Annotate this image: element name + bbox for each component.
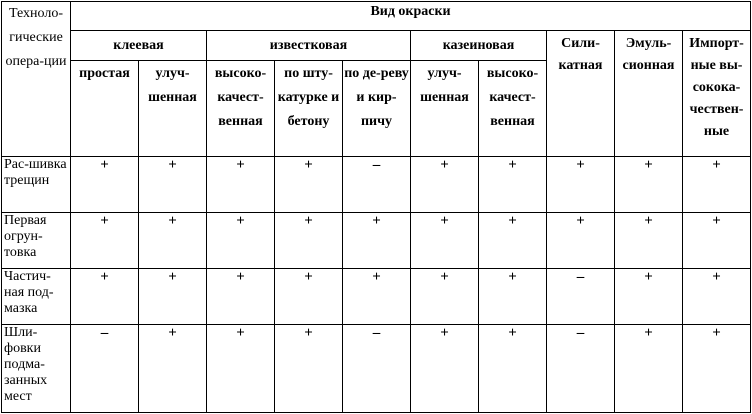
mark-cell: +	[275, 269, 343, 325]
mark-cell: +	[547, 157, 615, 213]
mark-cell: +	[275, 325, 343, 413]
table-row	[2, 269, 751, 325]
mark-cell: +	[615, 213, 683, 269]
mark-cell: +	[479, 325, 547, 413]
sub-glue-simple-label: простая	[79, 66, 130, 81]
sub-lime-wood	[343, 61, 411, 157]
group-casein-label: казеиновая	[442, 37, 515, 53]
mark-cell: –	[547, 269, 615, 325]
sub-lime-hq-label: высоко-качест-венная	[214, 66, 267, 129]
sub-casein-improved	[411, 61, 479, 157]
mark-cell: +	[71, 157, 139, 213]
mark-cell: +	[139, 325, 207, 413]
sub-lime-plaster	[275, 61, 343, 157]
sub-lime-plaster-label: по шту-катурке и бетону	[277, 66, 340, 129]
mark-cell: +	[683, 325, 751, 413]
mark-cell: +	[207, 325, 275, 413]
mark-cell: +	[411, 269, 479, 325]
mark-cell: +	[139, 269, 207, 325]
group-silicate	[547, 31, 615, 157]
group-lime	[207, 31, 411, 61]
mark-cell: +	[207, 213, 275, 269]
mark-cell: +	[683, 213, 751, 269]
mark-cell: +	[547, 213, 615, 269]
mark-cell: +	[275, 213, 343, 269]
mark-cell: +	[479, 157, 547, 213]
mark-cell: +	[71, 269, 139, 325]
mark-cell: +	[615, 269, 683, 325]
mark-cell: +	[275, 157, 343, 213]
paint-type-label: Вид окраски	[370, 4, 451, 19]
mark-cell: +	[411, 213, 479, 269]
mark-cell: –	[343, 325, 411, 413]
sub-casein-improved-label: улуч-шенная	[420, 66, 469, 105]
operations-header-label: Техноло-гические опера-ции	[5, 6, 67, 69]
table-row	[2, 325, 751, 413]
group-imported-label: Импорт-ные вы-сокока-чествен-ные	[689, 36, 744, 139]
mark-cell: +	[343, 269, 411, 325]
sub-casein-hq	[479, 61, 547, 157]
group-lime-label: известковая	[269, 37, 348, 53]
mark-cell: +	[479, 213, 547, 269]
mark-cell: +	[411, 325, 479, 413]
mark-cell: +	[411, 157, 479, 213]
row-label: Частич-ная под-мазка	[2, 269, 71, 325]
row-label: Шли-фовки подма-занных мест	[2, 325, 71, 413]
mark-cell: +	[343, 213, 411, 269]
mark-cell: +	[207, 269, 275, 325]
mark-cell: +	[479, 269, 547, 325]
sub-casein-hq-label: высоко-качест-венная	[486, 66, 539, 129]
mark-cell: –	[547, 325, 615, 413]
group-emulsion-label: Эмуль-сионная	[622, 36, 675, 73]
table-row	[2, 157, 751, 213]
mark-cell: +	[683, 269, 751, 325]
mark-cell: +	[683, 157, 751, 213]
mark-cell: +	[615, 325, 683, 413]
row-label: Первая огрун-товка	[2, 213, 71, 269]
group-glue	[71, 31, 207, 61]
operations-column-header	[2, 2, 71, 157]
sub-lime-hq	[207, 61, 275, 157]
mark-cell: +	[71, 213, 139, 269]
group-glue-label: клеевая	[113, 37, 164, 53]
mark-cell: –	[343, 157, 411, 213]
group-imported	[683, 31, 751, 157]
group-emulsion	[615, 31, 683, 157]
row-label: Рас-шивка трещин	[2, 157, 71, 213]
paint-type-header	[71, 2, 751, 31]
sub-lime-wood-label: по де-реву и кир-пичу	[344, 66, 409, 129]
mark-cell: +	[207, 157, 275, 213]
mark-cell: +	[139, 213, 207, 269]
sub-glue-improved	[139, 61, 207, 157]
mark-cell: +	[139, 157, 207, 213]
mark-cell: +	[615, 157, 683, 213]
table-row	[2, 213, 751, 269]
sub-glue-simple	[71, 61, 139, 157]
group-casein	[411, 31, 547, 61]
group-silicate-label: Сили-катная	[558, 36, 603, 73]
paint-operations-table	[1, 1, 751, 413]
mark-cell: –	[71, 325, 139, 413]
sub-glue-improved-label: улуч-шенная	[148, 66, 197, 105]
